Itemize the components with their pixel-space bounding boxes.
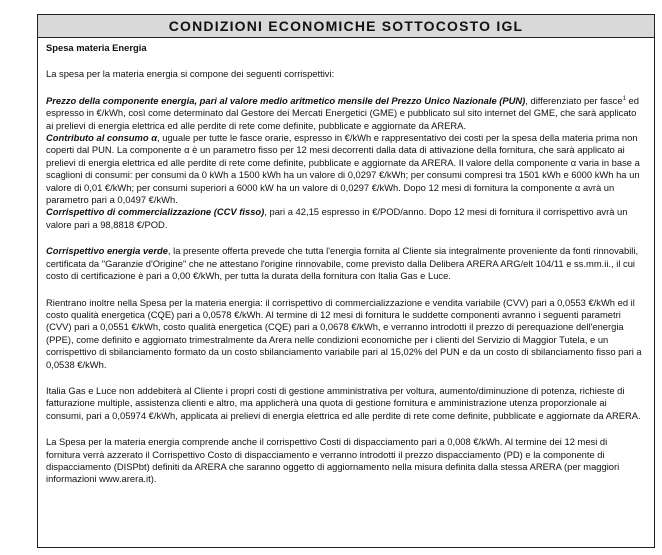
pun-text-b: ed espresso in €/kWh, così come determinato dal Gestore dei Mercati Energetici (GME) e pubblicato sul sito internet del GME, che sarà applicato ai prelievi di energia elettrica ed alle perdite di rete come definite, pubblicate e aggiornate da ARERA. [46, 94, 639, 131]
paragraph-management: Italia Gas e Luce non addebiterà al Cliente i propri costi di gestione amministrativa per voltura, aumento/diminuzione di potenza, richieste di fatturazione multiple, assistenza clienti e altro, ma applicherà una quota di gestione fornitura e amministrazione utenza proporzionale ai consumi, pari a 0,05974 €/kWh, applicata ai prelievi di energia elettrica ed alle perdite di rete come definite, pubblicate e aggiornate da ARERA. [46, 384, 641, 421]
green-text: , la presente offerta prevede che tutta l'energia fornita al Cliente sia integralmente proveniente da fonti rinnovabili, certificata da "Garanzie d'Origine" che ne attestano l'origine rinnovabile, come previsto dalla Delibera ARERA ARG/elt 104/11 e ss.mm.ii., il cui costo di certificazione è pari a 0,00 €/kWh, per tutta la durata della fornitura con Italia Gas e Luce. [46, 245, 639, 282]
document-title: CONDIZIONI ECONOMICHE SOTTOCOSTO IGL [168, 18, 524, 34]
green-heading: Corrispettivo energia verde [46, 245, 168, 257]
paragraph-green-energy [46, 245, 644, 282]
alpha-heading: Contributo al consumo α [46, 132, 158, 144]
pun-heading: Prezzo della componente energia, pari al valore medio aritmetico mensile del Prezzo Unico Nazionale (PUN) [46, 94, 526, 106]
document-body [46, 42, 644, 486]
alpha-text: , uguale per tutte le fasce orarie, espresso in €/kWh e rappresentativo dei costi per la spesa della materia prima non coperti dal PUN. La componente α è un parametro fisso per 12 mesi decorrenti dalla data di attivazione della fornitura, che sarà applicato ai prelievi di energia elettrica ed alle perdite di rete come definite, pubblicate e aggiornate da ARERA. Il valore della componente α varia in base a scaglioni di consumi: per consumi da 0 kWh a 1500 kWh ha un valore di 0,0297 €/kWh; per consumi compresi tra 1501 kWh e 6000 kWh ha un valore di 0,01 €/kWh; per consumi superiori a 6000 kW ha un valore di 0,0297 €/kWh. Dopo 12 mesi di fornitura la componente α avrà un parametro pari a 0,0497 €/kWh. [46, 132, 640, 206]
paragraph-cvv: Rientrano inoltre nella Spesa per la materia energia: il corrispettivo di commercializzazione e vendita variabile (CVV) pari a 0,0553 €/kWh ed il costo qualità energetica (CQE) pari a 0,0578 €/kWh. Al termine di 12 mesi di fornitura le suddette componenti avranno i seguenti parametri (CVV) pari a 0,0551 €/kWh, costo qualità energetica (CQE) pari a 0,0678 €/kWh, e verranno introdotti il prezzo di perequazione dell'energia (PPE), come definito e aggiornato trimestralmente da Arera nelle condizioni economiche per i clienti del Servizio di Maggior Tutela, e un corrispettivo di sbilanciamento formato da un costo sbilanciamento variabile pari al 15,02% del PUN e da un costo di sbilanciamento fisso pari a 0,0538 €/kWh. [46, 296, 642, 370]
intro-paragraph: La spesa per la materia energia si compone dei seguenti corrispettivi: [46, 68, 335, 80]
ccv-text: , pari a 42,15 espresso in €/POD/anno. Dopo 12 mesi di fornitura il corrispettivo avrà un valore pari a 98,8818 €/POD. [46, 206, 628, 230]
paragraph-ccv [46, 206, 644, 231]
title-bar [38, 15, 654, 38]
ccv-heading: Corrispettivo di commercializzazione (CCV fisso) [46, 206, 265, 218]
paragraph-pun [46, 95, 644, 132]
section-title: Spesa materia Energia [46, 42, 147, 53]
pun-text-a: , differenziato per fasce [525, 94, 623, 106]
conditions-box [37, 14, 655, 548]
paragraph-dispatching: La Spesa per la materia energia comprende anche il corrispettivo Costi di dispacciamento pari a 0,008 €/kWh. Al termine dei 12 mesi di fornitura verrà azzerato il Corrispettivo Costo di dispacciamento e verranno introdotti il prezzo dispacciamento (PD) e la componente di dispacciamento (DISPbt) definiti da ARERA che saranno oggetto di aggiornamento nella misura definita dalla stessa ARERA (per maggiori informazioni www.arera.it). [46, 436, 620, 485]
paragraph-alpha [46, 132, 644, 206]
footnote-marker: 1 [622, 95, 626, 102]
